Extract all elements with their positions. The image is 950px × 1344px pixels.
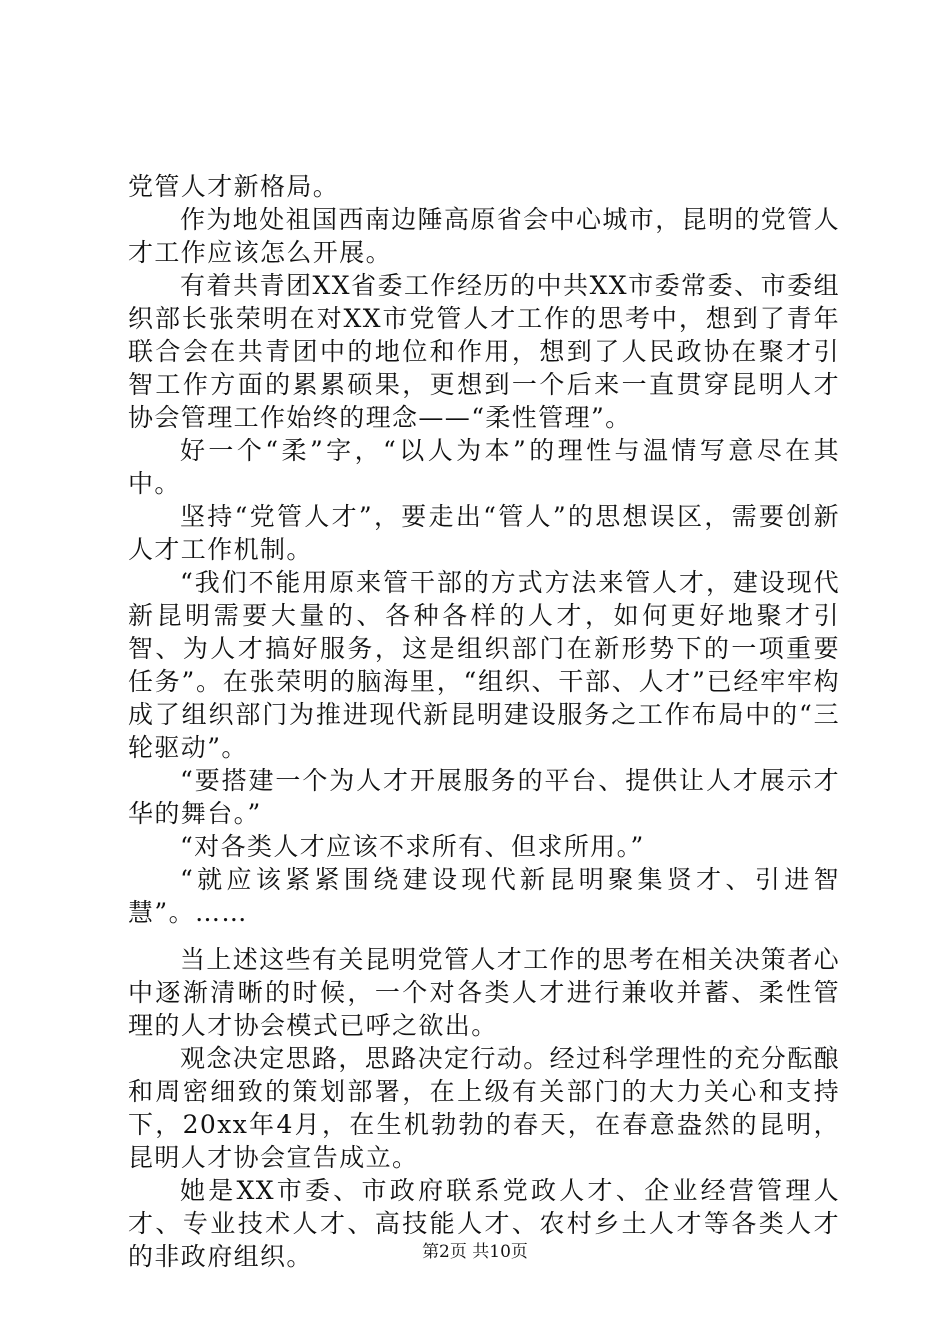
paragraph-5: 坚持“党管人才”，要走出“管人”的思想误区，需要创新人才工作机制。: [128, 502, 840, 564]
document-body: [128, 170, 840, 1273]
paragraph-12: 她是XX市委、市政府联系党政人才、企业经营管理人才、专业技术人才、高技能人才、农村乡土人才等各类人才的非政府组织。: [128, 1176, 840, 1271]
page-footer: 第2页 共10页: [422, 1242, 528, 1262]
paragraph-7: “要搭建一个为人才开展服务的平台、提供让人才展示才华的舞台。”: [128, 766, 840, 828]
paragraph-10: 当上述这些有关昆明党管人才工作的思考在相关决策者心中逐渐清晰的时候，一个对各类人才进行兼收并蓄、柔性管理的人才协会模式已呼之欲出。: [128, 945, 841, 1040]
paragraph-6: “我们不能用原来管干部的方式方法来管人才，建设现代新昆明需要大量的、各种各样的人才，如何更好地聚才引智、为人才搞好服务，这是组织部门在新形势下的一项重要任务”。在张荣明的脑海里，“组织、干部、人才”已经牢牢构成了组织部门为推进现代新昆明建设服务之工作布局中的“三轮驱动”。: [128, 568, 840, 762]
paragraph-1: 党管人才新格局。: [128, 172, 340, 201]
paragraph-4: 好一个“柔”字，“以人为本”的理性与温情写意尽在其中。: [128, 436, 840, 498]
paragraph-9: “就应该紧紧围绕建设现代新昆明聚集贤才、引进智慧”。……: [128, 865, 840, 927]
paragraph-3: 有着共青团XX省委工作经历的中共XX市委常委、市委组织部长张荣明在对XX市党管人才工作的思考中，想到了青年联合会在共青团中的地位和作用，想到了人民政协在聚才引智工作方面的累累硕果，更想到一个后来一直贯穿昆明人才协会管理工作始终的理念——“柔性管理”。: [128, 271, 840, 432]
paragraph-11: 观念决定思路，思路决定行动。经过科学理性的充分酝酿和周密细致的策划部署，在上级有关部门的大力关心和支持下，20xx年4月，在生机勃勃的春天，在春意盎然的昆明，昆明人才协会宣告成立。: [128, 1044, 841, 1172]
paragraph-2: 作为地处祖国西南边陲高原省会中心城市，昆明的党管人才工作应该怎么开展。: [128, 205, 841, 267]
paragraph-8: “对各类人才应该不求所有、但求所用。”: [180, 832, 645, 861]
